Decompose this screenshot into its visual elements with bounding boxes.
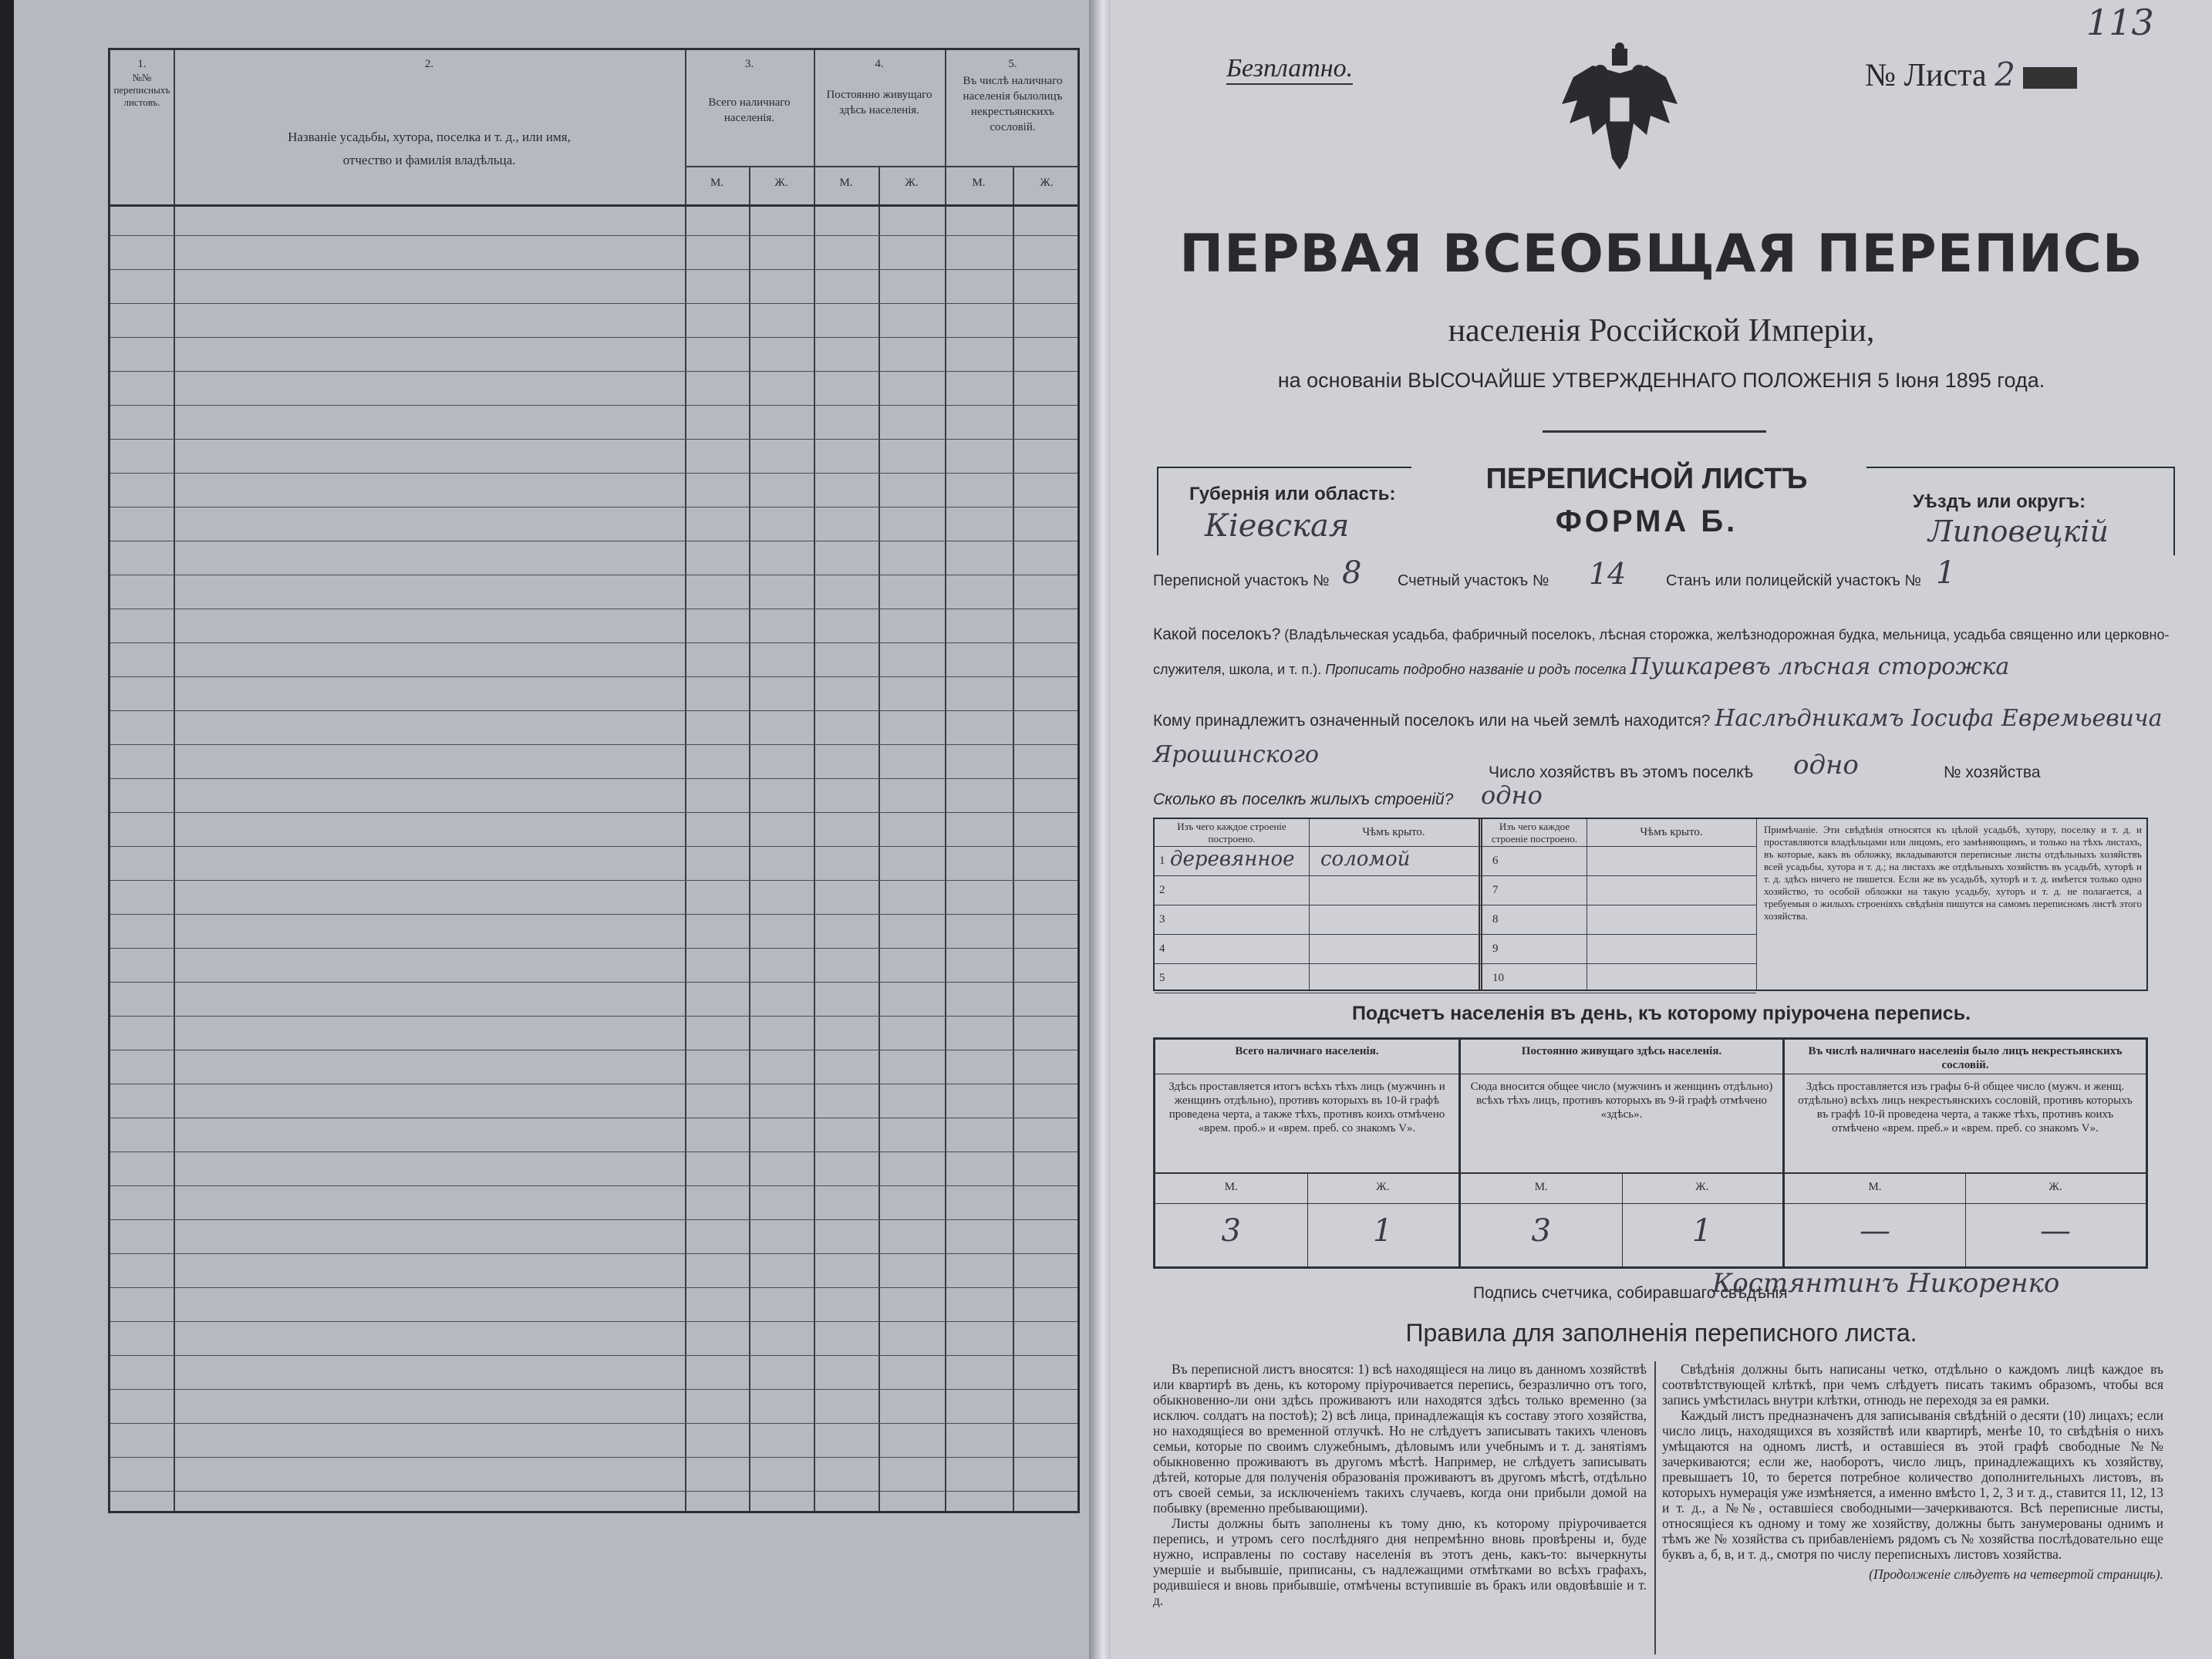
ledger-row-line — [110, 948, 1077, 949]
ledger-row-line — [110, 1287, 1077, 1288]
ledger-row-line — [110, 303, 1077, 304]
ledger-row-line — [110, 1491, 1077, 1492]
roof-column-header: Чѣмъ крыто. — [1640, 826, 1703, 838]
ledger-row-line — [110, 642, 1077, 643]
settlement-hint: (Владѣльческая усадьба, фабричный поселокъ, лѣсная сторожка, желѣзнодорожная будка, мельница, усадьба священно или церковно-служителя, школа, и т. п.). — [1153, 627, 2170, 677]
population-block-desc: Здѣсь проставляется изъ графы 6-й общее число (мужч. и женщ. отдѣльно) всѣхъ лицъ некрестьянскихъ сословій, противъ которыхъ въ графѣ 10-й проведена черта, а также тѣхъ, противъ коихъ отмѣчено «врем. преб.» и «врем. преб. со знакомъ V». — [1798, 1081, 2133, 1135]
rules-title: Правила для заполненія переписного листа. — [1405, 1319, 1917, 1347]
building-row-number: 8 — [1492, 913, 1499, 926]
ledger-row-line — [110, 1016, 1077, 1017]
population-block-title: Постоянно живущаго здѣсь населенія. — [1521, 1045, 1722, 1057]
rules-continued-note: (Продолженіе слѣдуетъ на четвертой страницѣ). — [1869, 1566, 2163, 1582]
households-value[interactable]: одно — [1793, 750, 1859, 781]
population-block-title: Въ числѣ наличнаго населенія было лицъ некрестьянскихъ сословій. — [1808, 1045, 2123, 1071]
ledger-row-line — [110, 235, 1077, 236]
female-label: Ж. — [1695, 1181, 1709, 1193]
col-2-number: 2. — [424, 58, 434, 70]
owner-value[interactable]: Наслѣдникамъ Іосифа Евремьевича Ярошинского — [1153, 705, 2163, 768]
buildings-note: Примѣчаніе. Эти свѣдѣнія относятся къ цѣлой усадьбѣ, хутору, поселку и т. д. и проставляются владѣльцами или лицомъ, его замѣняющимъ, и только на тѣхъ листахъ, въ которые, какъ въ обложку, вкладываются переписные листы отдѣльныхъ хозяйствъ всей усадьбы, хутора и т. д.; на листахъ же отдѣльныхъ хозяйствъ въ усадьбѣ, хуторѣ и т. д. здѣсь ничего не пишется. Если же въ усадьбѣ, хуторѣ и т. д. имѣется только одно хозяйство, то особой обложки на такую усадьбу, хуторъ и т. д. не полагается, а требуемыя о жилыхъ строеніяхъ свѣдѣнія пишутся на самомъ переписномъ листѣ этого хозяйства. — [1764, 824, 2142, 922]
settlement-label: Какой поселокъ? — [1153, 625, 1281, 643]
female-count[interactable]: 1 — [1373, 1213, 1393, 1249]
ledger-row-line — [110, 846, 1077, 847]
free-label: Безплатно. — [1226, 54, 1353, 85]
province-value[interactable]: Кіевская — [1205, 508, 1350, 544]
census-basis: на основаніи ВЫСОЧАЙШЕ УТВЕРЖДЕННАГО ПОЛОЖЕНІЯ 5 Іюня 1895 года. — [1277, 369, 2045, 392]
signature-label: Подпись счетчика, собиравшаго свѣдѣнія — [1473, 1284, 1788, 1302]
building-material[interactable]: деревянное — [1170, 848, 1295, 871]
buildings-value[interactable]: одно — [1481, 781, 1543, 810]
building-roof[interactable]: соломой — [1320, 848, 1411, 871]
rules-right-column — [1662, 1361, 2163, 1582]
sex-label: Ж. — [1040, 177, 1054, 189]
buildings-table — [1153, 818, 2148, 991]
sex-label: Ж. — [905, 177, 919, 189]
rules-paragraph: Свѣдѣнія должны быть написаны четко, отдѣльно о каждомъ лицѣ каждое въ соотвѣтствующей клѣткѣ, при чемъ слѣдуетъ писать такимъ образомъ, чтобы вся запись умѣстилась внутри клѣтки, отнюдь не переходя за ея рамки. — [1662, 1361, 2163, 1408]
building-row-number: 10 — [1492, 972, 1504, 984]
col-3-number: 3. — [744, 58, 754, 70]
ledger-row-line — [110, 812, 1077, 813]
col-5-label: Въ числѣ наличнаго населенія былолицъ некрестьянскихъ сословій. — [963, 75, 1063, 133]
ledger-row-line — [110, 1185, 1077, 1186]
building-row-number: 4 — [1159, 942, 1165, 955]
imperial-eagle-icon — [1558, 42, 1681, 181]
ledger-row-line — [110, 1423, 1077, 1424]
building-row-number: 3 — [1159, 913, 1165, 926]
col-2-label: Названіе усадьбы, хутора, поселка и т. д., или имя, отчество и фамилія владѣльца. — [288, 130, 571, 167]
ledger-row-line — [110, 1253, 1077, 1254]
sex-label: М. — [972, 177, 986, 189]
sex-label: М. — [710, 177, 724, 189]
female-label: Ж. — [2048, 1181, 2062, 1193]
building-row-number: 6 — [1492, 855, 1499, 867]
building-row-number: 7 — [1492, 884, 1499, 896]
settlement-hint-2: Прописать подробно названіе и родъ поселка — [1325, 662, 1627, 677]
roof-column-header: Чѣмъ крыто. — [1362, 826, 1425, 838]
ledger-row-line — [110, 473, 1077, 474]
male-label: М. — [1224, 1181, 1238, 1193]
ledger-row-line — [110, 405, 1077, 406]
col-1-label: №№ переписныхъ листовъ. — [113, 72, 170, 108]
buildings-label: Сколько въ поселкѣ жилыхъ строеній? — [1153, 791, 1454, 808]
building-row-number: 5 — [1159, 972, 1165, 984]
building-row-number: 2 — [1159, 884, 1165, 896]
census-area-label: Переписной участокъ № — [1153, 572, 1330, 589]
population-block-desc: Сюда вносится общее число (мужчинъ и женщинъ отдѣльно) всѣхъ тѣхъ лицъ, противъ которыхъ въ 9-й графѣ отмѣчено «здѣсь». — [1470, 1081, 1773, 1121]
building-row-number: 9 — [1492, 942, 1499, 955]
ledger-row-line — [110, 880, 1077, 881]
population-heading: Подсчетъ населенія въ день, къ которому пріурочена перепись. — [1351, 1003, 1971, 1024]
population-block — [1155, 1040, 1458, 1266]
population-block — [1782, 1040, 2146, 1266]
ledger-row-line — [110, 1321, 1077, 1322]
settlement-ledger-table — [108, 48, 1080, 1513]
form-title: ФОРМА Б. — [1555, 504, 1738, 538]
male-label: М. — [1868, 1181, 1882, 1193]
ledger-row-line — [110, 1219, 1077, 1220]
female-count[interactable]: — — [2040, 1213, 2071, 1249]
census-title: ПЕРВАЯ ВСЕОБЩАЯ ПЕРЕПИСЬ — [1179, 224, 2143, 285]
population-block-title: Всего наличнаго населенія. — [1235, 1045, 1379, 1057]
ledger-row-line — [110, 710, 1077, 711]
sheet-number-value: 2 — [1995, 56, 2015, 93]
ledger-row-line — [110, 371, 1077, 372]
col-4-label: Постоянно живущаго здѣсь населенія. — [826, 89, 932, 116]
material-column-header: Изъ чего каждое строеніе построено. — [1177, 821, 1286, 845]
rules-paragraph: Каждый листъ предназначенъ для записыванія свѣдѣній о десяти (10) лицахъ; если число лицъ, находящихся въ хозяйствѣ или квартирѣ, менѣе 10, то свѣдѣнія о нихъ умѣщаются на одномъ листѣ, и оставшіеся въ этой графѣ свободные №№ зачеркиваются; если же, наоборотъ, число лицъ, принадлежащихъ къ хозяйству, превышаетъ 10, то берется потребное количество дополнительныхъ листовъ, въ которыхъ нумерація уже измѣняется, а именно вмѣсто 1, 2, 3 и т. д., ставится 11, 12, 13 и т. д., а №№, оставшіеся свободными—зачеркиваются. Всѣ переписные листы, относящіеся къ одному и тому же хозяйству, должны быть занумерованы однимъ и тѣмъ же № хозяйства съ прибавленіемъ рядомъ съ № хозяйства послѣдовательно еще буквъ а, б, в, и т. д., смотря по числу переписныхъ листовъ хозяйства. — [1662, 1408, 2163, 1562]
police-label: Станъ или полицейскій участокъ № — [1666, 572, 1921, 589]
ledger-row-line — [110, 744, 1077, 745]
census-subtitle: населенія Россійской Имперіи, — [1448, 313, 1875, 349]
building-row-number: 1 — [1159, 855, 1165, 867]
population-block-desc: Здѣсь проставляется итогъ всѣхъ тѣхъ лицъ (мужчинъ и женщинъ отдѣльно), противъ которыхъ въ 10-й графѣ проведена черта, а также тѣхъ, противъ коихъ отмѣчено «врем. проб.» и «врем. преб. со знакомъ V». — [1168, 1081, 1445, 1135]
material-column-header: Изъ чего каждое строеніе построено. — [1491, 821, 1578, 845]
female-count[interactable]: 1 — [1692, 1213, 1712, 1249]
male-count[interactable]: — — [1860, 1213, 1890, 1249]
ledger-row-line — [110, 1355, 1077, 1356]
signature-value[interactable]: Костянтинъ Никоренко — [1712, 1268, 2060, 1299]
col-4-number: 4. — [875, 58, 884, 70]
ledger-row-line — [110, 676, 1077, 677]
female-label: Ж. — [1376, 1181, 1390, 1193]
settlement-row — [1153, 619, 2187, 686]
count-area-label: Счетный участокъ № — [1398, 572, 1549, 589]
sheet-label-text: № Листа — [1865, 58, 1987, 93]
households-label: Число хозяйствъ въ этомъ поселкѣ — [1489, 764, 1754, 781]
left-page — [14, 0, 1101, 1659]
sex-label: М. — [839, 177, 853, 189]
ledger-row-line — [110, 337, 1077, 338]
male-count[interactable]: 3 — [1221, 1213, 1241, 1249]
ledger-row-line — [110, 778, 1077, 779]
district-label: Уѣздъ или округъ: — [1913, 491, 2086, 512]
handwritten-page-number: 113 — [2086, 2, 2154, 43]
ledger-row-line — [110, 439, 1077, 440]
police-value[interactable]: 1 — [1936, 555, 1956, 591]
right-page — [1111, 0, 2212, 1659]
col-1-number: 1. — [137, 58, 147, 70]
rules-left-column — [1153, 1361, 1647, 1608]
province-label: Губернія или область: — [1189, 484, 1396, 504]
col-3-label: Всего наличнаго населенія. — [708, 96, 791, 124]
col-5-number: 5. — [1008, 58, 1017, 70]
sheet-title: ПЕРЕПИСНОЙ ЛИСТЪ — [1485, 463, 1808, 495]
count-area-value[interactable]: 14 — [1589, 557, 1627, 591]
population-table — [1153, 1037, 2148, 1269]
ledger-row-line — [110, 982, 1077, 983]
rules-paragraph: Въ переписной листъ вносятся: 1) всѣ находящіеся на лицо въ данномъ хозяйствѣ или квартирѣ въ день, къ которому пріурочивается перепись, безразлично отъ того, обыкновенно-ли они здѣсь проживаютъ или находятся здѣсь только временно (за исключ. солдатъ на постоѣ); 2) всѣ лица, принадлежащія къ составу этого хозяйства, но находящіеся во временной отлучкѣ. Но не слѣдуетъ записывать такихъ членовъ семьи, которые по своимъ служебнымъ, дѣловымъ или учебнымъ и т. д. занятіямъ обыкновенно проживаютъ въ другомъ мѣстѣ. Например, не слѣдуетъ записывать дѣтей, которые для полученія образованія проживаютъ въ другомъ мѣстѣ, отдѣльно отъ своей семьи, за исключеніемъ такихъ случаевъ, когда они прибыли домой на побывку (временно пребывающими). — [1153, 1361, 1647, 1516]
ledger-row-line — [110, 1457, 1077, 1458]
rules-paragraph: Листы должны быть заполнены къ тому дню, къ которому пріурочивается перепись, и утромъ сего послѣдняго дня непремѣнно вновь провѣрены и, буде нужно, исправлены по составу населенія въ этотъ день, какъ-то: вычеркнуты умершіе и выбывшіе, приписаны, съ надлежащими отмѣтками во всѣхъ графахъ, родившіеся и вновь прибывшіе, отмѣчены вступившіе въ бракъ или овдовѣвшіе и т. д. — [1153, 1516, 1647, 1608]
sheet-number-label — [1865, 56, 2077, 94]
sex-label: Ж. — [774, 177, 788, 189]
province-box — [1157, 467, 1411, 555]
ledger-row-line — [110, 1389, 1077, 1390]
district-box — [1866, 467, 2175, 555]
male-label: М. — [1534, 1181, 1548, 1193]
household-number-label: № хозяйства — [1944, 764, 2041, 781]
district-value[interactable]: Липовецкій — [1928, 514, 2109, 548]
population-block — [1458, 1040, 1782, 1266]
ledger-row-line — [110, 269, 1077, 270]
ledger-row-line — [110, 914, 1077, 915]
settlement-value[interactable]: Пушкаревъ лѣсная сторожка — [1630, 653, 2010, 680]
male-count[interactable]: 3 — [1531, 1213, 1551, 1249]
owner-label: Кому принадлежитъ означенный поселокъ или на чьей землѣ находится? — [1153, 712, 1711, 730]
census-area-value[interactable]: 8 — [1342, 555, 1362, 591]
